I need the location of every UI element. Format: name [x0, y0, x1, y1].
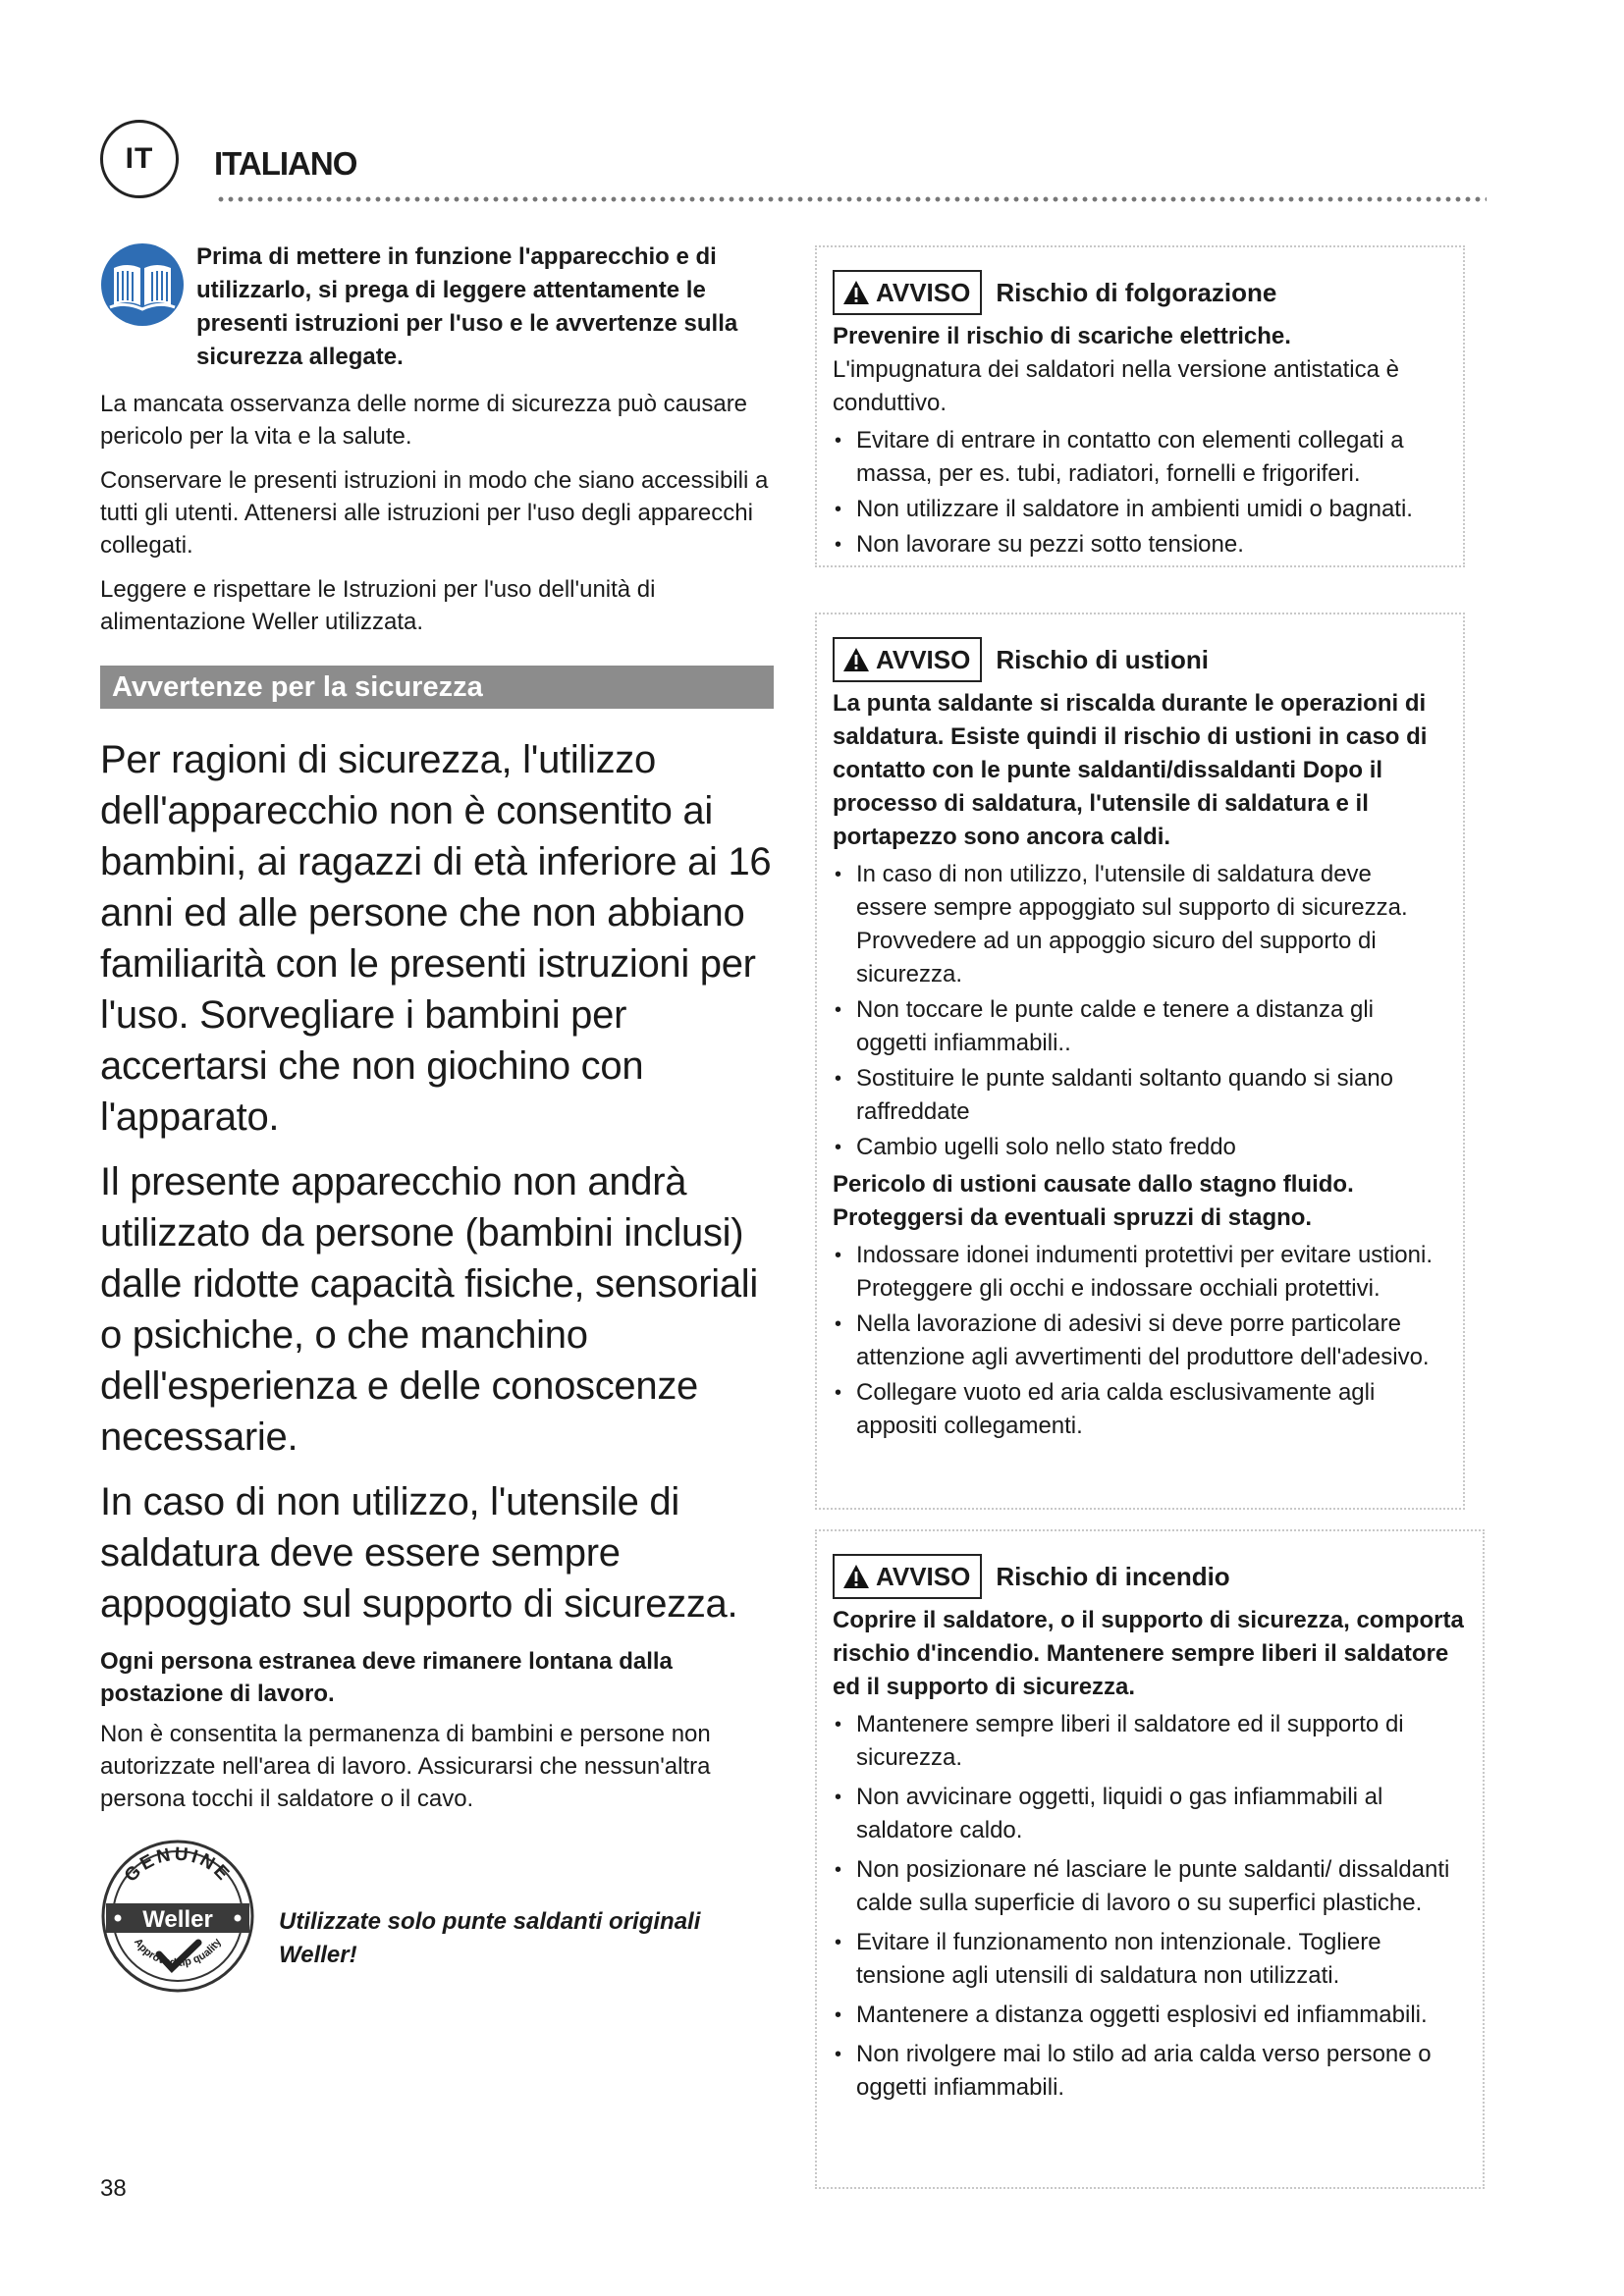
- dotted-divider: [216, 196, 1487, 202]
- seal-top-text: GENUINE: [120, 1843, 236, 1887]
- list-item: • Evitare di entrare in contatto con elementi collegati a massa, per es. tubi, radiatori, fornelli e frigoriferi.: [833, 424, 1447, 491]
- list-item: • Non lavorare su pezzi sotto tensione.: [833, 528, 1447, 561]
- warning-label-text: AVVISO: [876, 644, 971, 674]
- list-item: • Evitare il funzionamento non intenzionale. Togliere tensione agli utensili di saldatura non utilizzati.: [833, 1926, 1467, 1993]
- warning-box-electric: [815, 245, 1465, 567]
- warning-label-text: AVVISO: [876, 1561, 971, 1591]
- list-item: • Non toccare le punte calde e tenere a distanza gli oggetti infiammabili..: [833, 993, 1447, 1060]
- warning-bullets: [833, 1708, 1467, 2105]
- safety-large-paragraph: Il presente apparecchio non andrà utilizzato da persone (bambini inclusi) dalle ridotte capacità fisiche, sensoriali o psichiche, o che manchino dell'esperienza e delle conoscenze necessarie.: [100, 1160, 758, 1459]
- intro-block: [100, 240, 774, 388]
- list-item: • Mantenere a distanza oggetti esplosivi ed infiammabili.: [833, 1999, 1467, 2032]
- warning-label: [833, 270, 982, 315]
- warning-bold-text: La punta saldante si riscalda durante le operazioni di saldatura. Esiste quindi il rischio di ustioni in caso di contatto con le punte saldanti/dissaldanti Dopo il processo di saldatura, l'utensile di saldatura e il portapezzo sono ancora caldi.: [833, 690, 1428, 850]
- list-item: • Collegare vuoto ed aria calda esclusivamente agli appositi collegamenti.: [833, 1376, 1447, 1443]
- warning-triangle-icon: [842, 280, 870, 305]
- list-item: • Sostituire le punte saldanti soltanto quando si siano raffreddate: [833, 1062, 1447, 1129]
- list-item: • Nella lavorazione di adesivi si deve porre particolare attenzione agli avvertimenti del produttore dell'adesivo.: [833, 1308, 1447, 1374]
- warning-bullets: [833, 424, 1447, 561]
- warning-title: Rischio di ustioni: [996, 644, 1209, 674]
- warning-label: [833, 1554, 982, 1599]
- warning-header: [833, 636, 1447, 683]
- genuine-weller-seal: [100, 1839, 255, 1994]
- warning-triangle-icon: [842, 647, 870, 672]
- list-item: • Non posizionare né lasciare le punte saldanti/ dissaldanti calde sulla superficie di lavoro o su superfici plastiche.: [833, 1853, 1467, 1920]
- warning-text: L'impugnatura dei saldatori nella versione antistatica è conduttivo.: [833, 356, 1399, 416]
- genuine-weller-text: Utilizzate solo punte saldanti originali Weller!: [279, 1908, 701, 1968]
- left-column: [100, 240, 774, 1986]
- list-item: • Cambio ugelli solo nello stato freddo: [833, 1131, 1447, 1164]
- list-item: • Indossare idonei indumenti protettivi per evitare ustioni. Proteggere gli occhi e indossare occhiali protettivi.: [833, 1239, 1447, 1306]
- page-number: 38: [100, 2175, 127, 2202]
- warning-bold-text: Pericolo di ustioni causate dallo stagno fluido. Proteggersi da eventuali spruzzi di stagno.: [833, 1171, 1354, 1231]
- warning-header: [833, 1553, 1467, 1600]
- list-item: • Non rivolgere mai lo stilo ad aria calda verso persone o oggetti infiammabili.: [833, 2038, 1467, 2105]
- safety-paragraph: Non è consentita la permanenza di bambini e persone non autorizzate nell'area di lavoro. Assicurarsi che nessun'altra persona tocchi il saldatore o il cavo.: [100, 1721, 711, 1812]
- warning-bullets: [833, 1239, 1447, 1443]
- intro-bold-text: Prima di mettere in funzione l'apparecchio e di utilizzarlo, si prega di leggere attentamente le presenti istruzioni per l'uso e le avvertenze sulla sicurezza allegate.: [196, 243, 738, 370]
- intro-paragraph: Conservare le presenti istruzioni in modo che siano accessibili a tutti gli utenti. Attenersi alle istruzioni per l'uso degli apparecchi collegati.: [100, 467, 769, 559]
- list-item: • In caso di non utilizzo, l'utensile di saldatura deve essere sempre appoggiato sul supporto di sicurezza. Provvedere ad un appoggio sicuro del supporto di sicurezza.: [833, 858, 1447, 991]
- warning-bullets: [833, 858, 1447, 1164]
- warning-box-fire: [815, 1529, 1485, 2189]
- warning-title: Rischio di incendio: [996, 1561, 1230, 1591]
- list-item: • Non utilizzare il saldatore in ambienti umidi o bagnati.: [833, 493, 1447, 526]
- warning-triangle-icon: [842, 1564, 870, 1589]
- warning-bold-text: Coprire il saldatore, o il supporto di sicurezza, comporta rischio d'incendio. Mantenere sempre liberi il saldatore ed il supporto di sicurezza.: [833, 1607, 1464, 1700]
- safety-large-paragraph: In caso di non utilizzo, l'utensile di saldatura deve essere sempre appoggiato sul supporto di sicurezza.: [100, 1480, 738, 1626]
- language-badge: IT: [100, 120, 179, 198]
- language-title: ITALIANO: [214, 145, 357, 182]
- warning-header: [833, 269, 1447, 316]
- list-item: • Non avvicinare oggetti, liquidi o gas infiammabili al saldatore caldo.: [833, 1781, 1467, 1847]
- section-title-safety: Avvertenze per la sicurezza: [100, 666, 774, 709]
- warning-bold-text: Prevenire il rischio di scariche elettriche.: [833, 323, 1291, 349]
- seal-bottom-text: Approved tip quality: [131, 1936, 225, 1969]
- warning-box-burns: [815, 613, 1465, 1510]
- seal-brand-text: Weller: [142, 1906, 213, 1933]
- genuine-weller-block: [100, 1839, 774, 1986]
- list-item: • Mantenere sempre liberi il saldatore ed il supporto di sicurezza.: [833, 1708, 1467, 1775]
- warning-label: [833, 637, 982, 682]
- intro-paragraph: La mancata osservanza delle norme di sicurezza può causare pericolo per la vita e la salute.: [100, 391, 748, 450]
- warning-title: Rischio di folgorazione: [996, 277, 1277, 307]
- book-icon: [100, 242, 185, 327]
- intro-paragraph: Leggere e rispettare le Istruzioni per l'uso dell'unità di alimentazione Weller utilizzata.: [100, 576, 656, 635]
- safety-bold-paragraph: Ogni persona estranea deve rimanere lontana dalla postazione di lavoro.: [100, 1648, 673, 1707]
- safety-large-paragraph: Per ragioni di sicurezza, l'utilizzo dell'apparecchio non è consentito ai bambini, ai ragazzi di età inferiore ai 16 anni ed alle persone che non abbiano familiarità con le presenti istruzioni per l'uso. Sorvegliare i bambini per accertarsi che non giochino con l'apparato.: [100, 738, 772, 1139]
- warning-label-text: AVVISO: [876, 277, 971, 307]
